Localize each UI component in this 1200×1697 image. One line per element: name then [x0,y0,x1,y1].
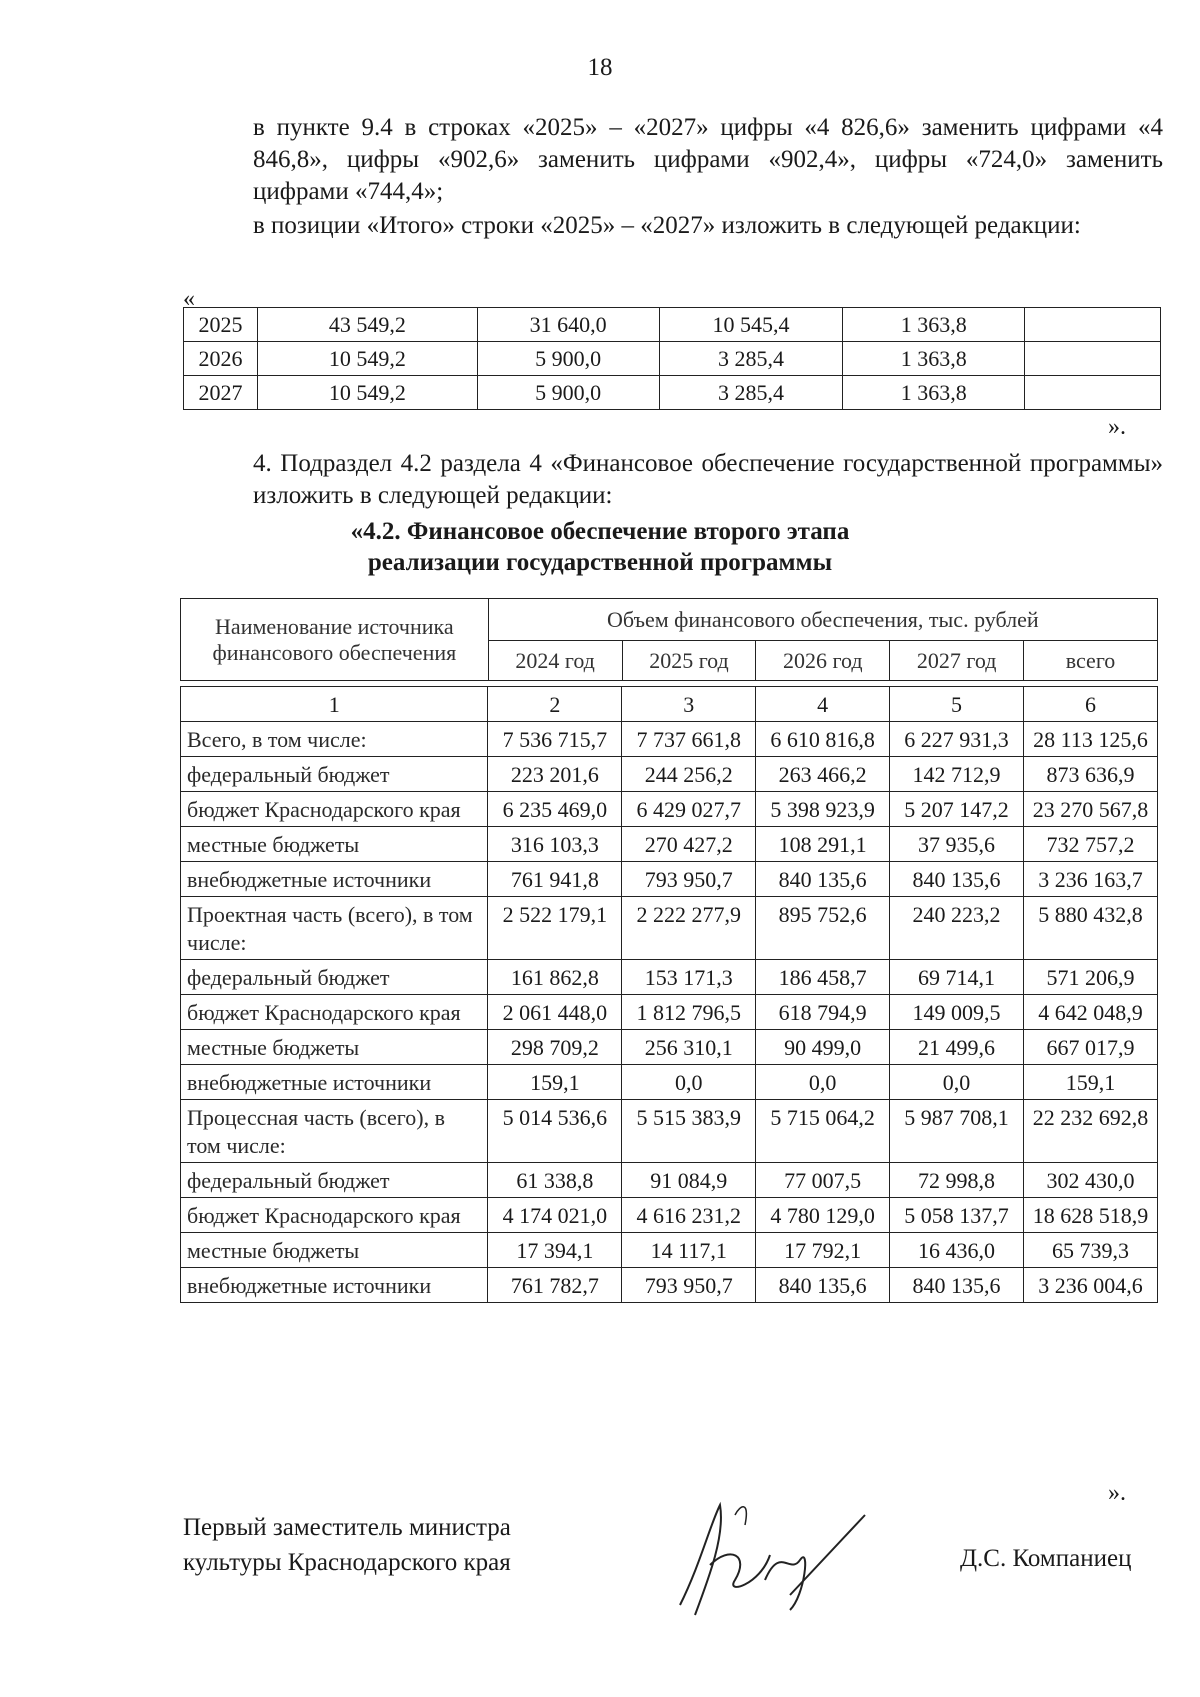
table-row [181,792,1158,827]
amount-cell: 571 206,9 [1023,960,1157,995]
amount-cell: 256 310,1 [622,1030,756,1065]
source-name-cell: местные бюджеты [181,827,488,862]
amount-cell: 6 429 027,7 [622,792,756,827]
year-header: всего [1024,641,1158,681]
year-header: 2025 год [622,641,756,681]
source-header-line2: финансового обеспечения [212,639,457,665]
column-number: 4 [756,687,890,722]
amount-cell: 5 987 708,1 [890,1100,1024,1163]
table-row [181,757,1158,792]
column-number: 3 [622,687,756,722]
amount-cell: 108 291,1 [756,827,890,862]
year-header: 2026 год [756,641,890,681]
amount-cell: 17 792,1 [756,1233,890,1268]
section4-text: 4. Подраздел 4.2 раздела 4 «Финансовое обеспечение государственной программы» изложить в следующей редакции: [253,450,1163,509]
fin-table-header [180,598,1158,681]
amount-cell: 2 522 179,1 [488,897,622,960]
source-name-cell: внебюджетные источники [181,1268,488,1303]
table-row [181,1030,1158,1065]
itogo-cell: 2025 [184,308,258,342]
amount-cell: 4 642 048,9 [1023,995,1157,1030]
table-row [181,897,1158,960]
amount-cell: 153 171,3 [622,960,756,995]
amount-cell: 5 398 923,9 [756,792,890,827]
amount-cell: 18 628 518,9 [1023,1198,1157,1233]
table-row [181,722,1158,757]
handwritten-signature [640,1485,890,1625]
amount-cell: 14 117,1 [622,1233,756,1268]
amount-cell: 161 862,8 [488,960,622,995]
amount-cell: 6 227 931,3 [890,722,1024,757]
section-heading-line1: «4.2. Финансовое обеспечение второго этапа [350,518,850,545]
amount-cell: 302 430,0 [1023,1163,1157,1198]
amount-cell: 6 235 469,0 [488,792,622,827]
table-row [181,1268,1158,1303]
amount-cell: 244 256,2 [622,757,756,792]
itogo-row [184,376,1161,410]
itogo-cell: 1 363,8 [843,376,1025,410]
itogo-cell: 3 285,4 [659,342,843,376]
itogo-close-quote: ». [1108,414,1126,440]
amount-cell: 618 794,9 [756,995,890,1030]
amount-cell: 7 536 715,7 [488,722,622,757]
amount-cell: 90 499,0 [756,1030,890,1065]
amount-cell: 5 207 147,2 [890,792,1024,827]
amount-cell: 2 061 448,0 [488,995,622,1030]
source-name-cell: федеральный бюджет [181,1163,488,1198]
signatory-title [183,1510,511,1580]
itogo-cell: 5 900,0 [477,376,659,410]
amount-cell: 5 715 064,2 [756,1100,890,1163]
itogo-row [184,308,1161,342]
amount-cell: 149 009,5 [890,995,1024,1030]
table-row [181,1198,1158,1233]
itogo-cell [1025,308,1161,342]
amount-cell: 0,0 [622,1065,756,1100]
amount-cell: 28 113 125,6 [1023,722,1157,757]
open-quote: « [183,286,195,312]
itogo-table [183,307,1161,410]
intro-paragraph-2-text: в позиции «Итого» строки «2025» – «2027» изложить в следующей редакции: [253,212,1081,239]
itogo-cell [1025,342,1161,376]
itogo-cell [1025,376,1161,410]
itogo-cell: 2027 [184,376,258,410]
fin-table-body [181,687,1158,1303]
itogo-cell: 1 363,8 [843,308,1025,342]
amount-cell: 61 338,8 [488,1163,622,1198]
amount-cell: 16 436,0 [890,1233,1024,1268]
itogo-cell: 10 545,4 [659,308,843,342]
amount-cell: 840 135,6 [890,862,1024,897]
itogo-cell: 31 640,0 [477,308,659,342]
amount-cell: 732 757,2 [1023,827,1157,862]
amount-cell: 23 270 567,8 [1023,792,1157,827]
column-number: 5 [890,687,1024,722]
amount-cell: 5 515 383,9 [622,1100,756,1163]
itogo-cell: 10 549,2 [257,376,477,410]
amount-cell: 21 499,6 [890,1030,1024,1065]
source-name-cell: федеральный бюджет [181,960,488,995]
table-row [181,1065,1158,1100]
amount-cell: 159,1 [488,1065,622,1100]
fin-table [180,686,1158,1303]
amount-cell: 298 709,2 [488,1030,622,1065]
amount-cell: 840 135,6 [756,862,890,897]
amount-cell: 3 236 004,6 [1023,1268,1157,1303]
amount-cell: 5 880 432,8 [1023,897,1157,960]
volume-header: Объем финансового обеспечения, тыс. рублей [488,599,1157,641]
amount-cell: 895 752,6 [756,897,890,960]
amount-cell: 0,0 [890,1065,1024,1100]
signatory-title-line2: культуры Краснодарского края [183,1549,511,1576]
table-row [181,1233,1158,1268]
amount-cell: 77 007,5 [756,1163,890,1198]
source-header [181,599,489,681]
source-name-cell: бюджет Краснодарского края [181,995,488,1030]
amount-cell: 91 084,9 [622,1163,756,1198]
amount-cell: 793 950,7 [622,862,756,897]
amount-cell: 186 458,7 [756,960,890,995]
amount-cell: 240 223,2 [890,897,1024,960]
amount-cell: 223 201,6 [488,757,622,792]
source-name-cell: внебюджетные источники [181,1065,488,1100]
itogo-cell: 43 549,2 [257,308,477,342]
amount-cell: 873 636,9 [1023,757,1157,792]
amount-cell: 159,1 [1023,1065,1157,1100]
source-name-cell: внебюджетные источники [181,862,488,897]
table-row [181,862,1158,897]
table-row [181,995,1158,1030]
signatory-name: Д.С. Компаниец [960,1545,1132,1572]
amount-cell: 4 780 129,0 [756,1198,890,1233]
column-number: 6 [1023,687,1157,722]
table-row [181,1100,1158,1163]
intro-paragraph-2 [183,210,1163,242]
amount-cell: 72 998,8 [890,1163,1024,1198]
source-name-cell: бюджет Краснодарского края [181,792,488,827]
itogo-cell: 5 900,0 [477,342,659,376]
amount-cell: 7 737 661,8 [622,722,756,757]
amount-cell: 17 394,1 [488,1233,622,1268]
amount-cell: 69 714,1 [890,960,1024,995]
source-name-cell: местные бюджеты [181,1030,488,1065]
itogo-table-body [184,308,1161,410]
itogo-cell: 3 285,4 [659,376,843,410]
amount-cell: 22 232 692,8 [1023,1100,1157,1163]
amount-cell: 65 739,3 [1023,1233,1157,1268]
source-name-cell: Процессная часть (всего), в том числе: [181,1100,488,1163]
amount-cell: 840 135,6 [756,1268,890,1303]
source-name-cell: местные бюджеты [181,1233,488,1268]
source-name-cell: федеральный бюджет [181,757,488,792]
amount-cell: 4 616 231,2 [622,1198,756,1233]
amount-cell: 793 950,7 [622,1268,756,1303]
amount-cell: 761 941,8 [488,862,622,897]
table-row [181,827,1158,862]
page-number: 18 [587,54,613,81]
year-header: 2027 год [890,641,1024,681]
fin-close-quote: ». [1108,1480,1126,1506]
amount-cell: 5 014 536,6 [488,1100,622,1163]
source-header-line1: Наименование источника [215,613,454,639]
amount-cell: 37 935,6 [890,827,1024,862]
amount-cell: 3 236 163,7 [1023,862,1157,897]
amount-cell: 1 812 796,5 [622,995,756,1030]
signatory-title-line1: Первый заместитель министра [183,1514,511,1541]
column-number: 1 [181,687,488,722]
amount-cell: 263 466,2 [756,757,890,792]
amount-cell: 667 017,9 [1023,1030,1157,1065]
amount-cell: 270 427,2 [622,827,756,862]
intro-paragraph-1 [183,112,1163,208]
amount-cell: 316 103,3 [488,827,622,862]
amount-cell: 4 174 021,0 [488,1198,622,1233]
table-row [181,1163,1158,1198]
amount-cell: 761 782,7 [488,1268,622,1303]
itogo-cell: 1 363,8 [843,342,1025,376]
column-number-row [181,687,1158,722]
itogo-cell: 10 549,2 [257,342,477,376]
itogo-row [184,342,1161,376]
amount-cell: 2 222 277,9 [622,897,756,960]
table-row [181,960,1158,995]
amount-cell: 840 135,6 [890,1268,1024,1303]
intro-paragraph-1-text: в пункте 9.4 в строках «2025» – «2027» цифры «4 826,6» заменить цифрами «4 846,8», цифры «902,6» заменить цифрами «902,4», цифры «724,0» заменить цифрами «744,4»; [253,114,1163,205]
source-name-cell: Проектная часть (всего), в том числе: [181,897,488,960]
amount-cell: 142 712,9 [890,757,1024,792]
year-header: 2024 год [488,641,622,681]
amount-cell: 5 058 137,7 [890,1198,1024,1233]
amount-cell: 6 610 816,8 [756,722,890,757]
amount-cell: 0,0 [756,1065,890,1100]
column-number: 2 [488,687,622,722]
source-name-cell: Всего, в том числе: [181,722,488,757]
section-heading-line2: реализации государственной программы [367,549,833,576]
section4-paragraph [183,448,1163,512]
source-name-cell: бюджет Краснодарского края [181,1198,488,1233]
itogo-cell: 2026 [184,342,258,376]
